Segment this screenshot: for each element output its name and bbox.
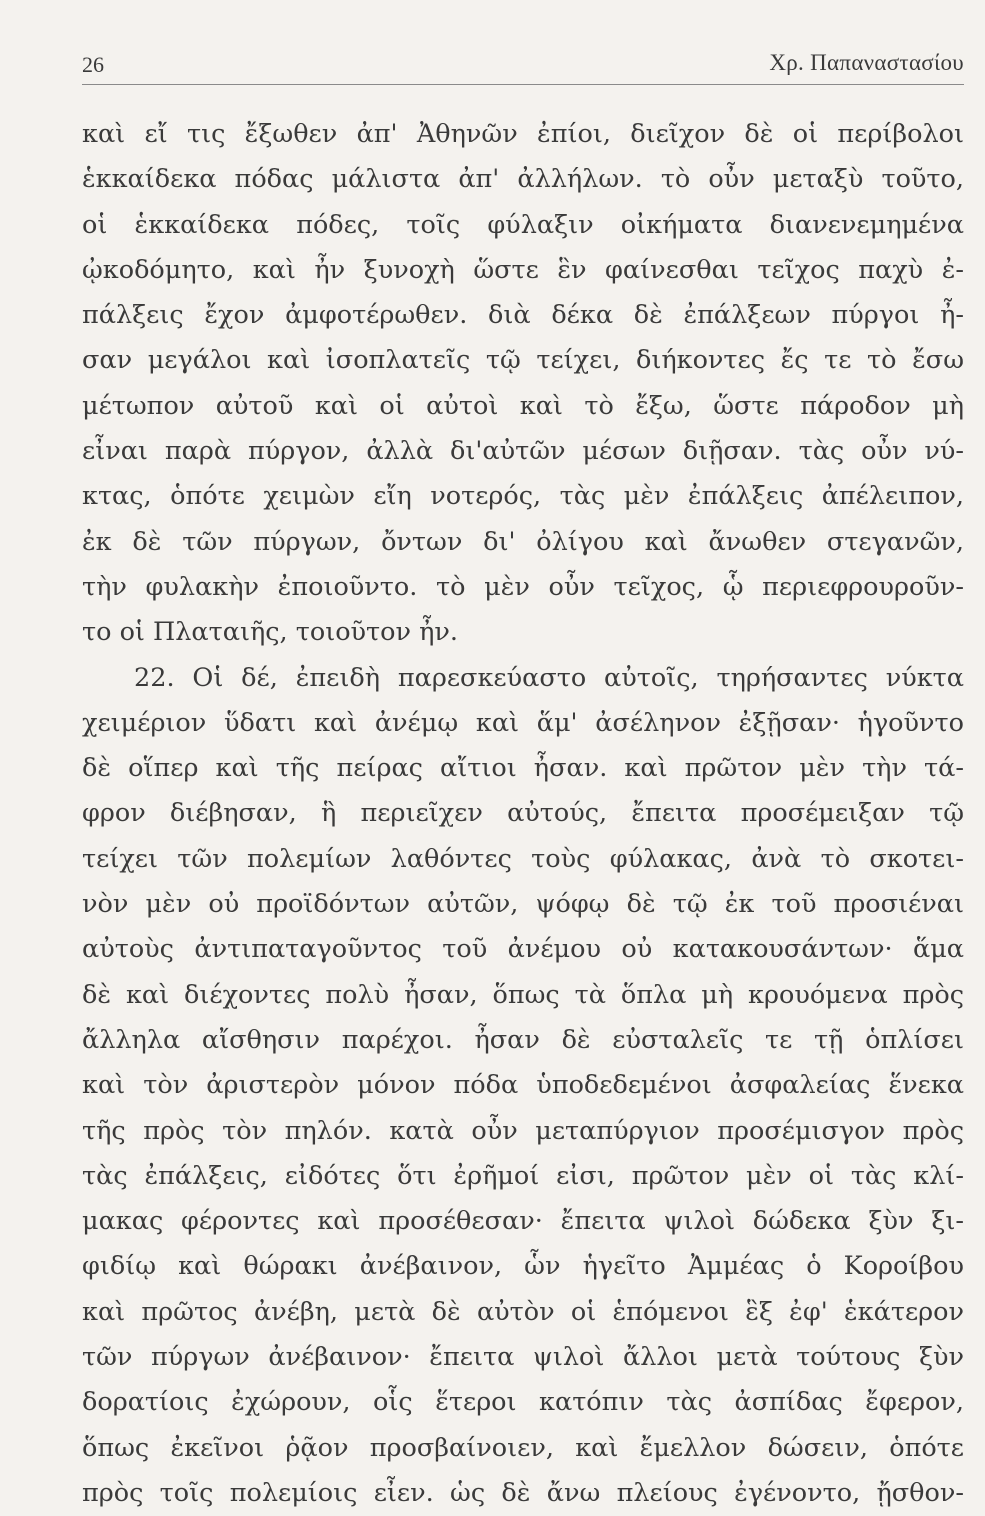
text-line: καὶ τὸν ἀριστερὸν μόνον πόδα ὑποδεδεμένοι ἀσφαλείας ἕνεκα xyxy=(82,1070,964,1101)
text-line: πάλξεις ἔχον ἀμφοτέρωθεν. διὰ δέκα δὲ ἐπάλξεων πύργοι ἦ- xyxy=(82,300,964,331)
text-line: μακας φέροντες καὶ προσέθεσαν· ἔπειτα ψιλοὶ δώδεκα ξὺν ξι- xyxy=(82,1206,964,1237)
page-header xyxy=(82,40,964,85)
body-text xyxy=(82,112,964,1516)
text-line: πρὸς τοῖς πολεμίοις εἶεν. ὡς δὲ ἄνω πλείους ἐγένοντο, ᾔσθον- xyxy=(82,1477,964,1508)
text-line: αὐτοὺς ἀντιπαταγοῦντος τοῦ ἀνέμου οὐ κατακουσάντων· ἅμα xyxy=(82,934,964,965)
text-line: τῆς πρὸς τὸν πηλόν. κατὰ οὖν μεταπύργιον προσέμισγον πρὸς xyxy=(82,1115,964,1146)
text-line: φιδίῳ καὶ θώρακι ἀνέβαινον, ὧν ἡγεῖτο Ἀμμέας ὁ Κοροίβου xyxy=(82,1251,964,1282)
text-line: το οἱ Πλαταιῆς, τοιοῦτον ἦν. xyxy=(82,617,459,648)
text-line: δορατίοις ἐχώρουν, οἷς ἕτεροι κατόπιν τὰς ἀσπίδας ἔφερον, xyxy=(82,1387,964,1418)
paragraph-start-line: 22. Οἱ δέ, ἐπειδὴ παρεσκεύαστο αὐτοῖς, τηρήσαντες νύκτα xyxy=(134,662,964,693)
text-line: ἑκκαίδεκα πόδας μάλιστα ἀπ' ἀλλήλων. τὸ οὖν μεταξὺ τοῦτο, xyxy=(82,164,964,195)
text-line: τὴν φυλακὴν ἐποιοῦντο. τὸ μὲν οὖν τεῖχος, ᾧ περιεφρουροῦν- xyxy=(82,571,964,602)
text-line: εἶναι παρὰ πύργον, ἀλλὰ δι'αὐτῶν μέσων διῇσαν. τὰς οὖν νύ- xyxy=(82,436,964,467)
text-line: ᾠκοδόμητο, καὶ ἦν ξυνοχὴ ὥστε ἓν φαίνεσθαι τεῖχος παχὺ ἐ- xyxy=(82,254,964,285)
text-line: φρον διέβησαν, ἣ περιεῖχεν αὐτούς, ἔπειτα προσέμειξαν τῷ xyxy=(82,798,964,829)
text-line: καὶ πρῶτος ἀνέβη, μετὰ δὲ αὐτὸν οἱ ἑπόμενοι ἓξ ἐφ' ἑκάτερον xyxy=(82,1296,964,1327)
text-line: νὸν μὲν οὐ προϊδόντων αὐτῶν, ψόφῳ δὲ τῷ ἐκ τοῦ προσιέναι xyxy=(82,889,964,920)
text-line: καὶ εἴ τις ἔξωθεν ἀπ' Ἀθηνῶν ἐπίοι, διεῖχον δὲ οἱ περίβολοι xyxy=(82,119,964,149)
text-line: δὲ καὶ διέχοντες πολὺ ἦσαν, ὅπως τὰ ὅπλα μὴ κρουόμενα πρὸς xyxy=(82,979,964,1010)
text-line: τῶν πύργων ἀνέβαινον· ἔπειτα ψιλοὶ ἄλλοι μετὰ τούτους ξὺν xyxy=(82,1342,964,1373)
text-line: δὲ οἵπερ καὶ τῆς πείρας αἴτιοι ἦσαν. καὶ πρῶτον μὲν τὴν τά- xyxy=(82,753,964,784)
text-line: χειμέριον ὕδατι καὶ ἀνέμῳ καὶ ἅμ' ἀσέληνον ἐξῇσαν· ἡγοῦντο xyxy=(82,707,964,738)
text-line: κτας, ὁπότε χειμὼν εἴη νοτερός, τὰς μὲν ἐπάλξεις ἀπέλειπον, xyxy=(82,481,964,512)
text-line: σαν μεγάλοι καὶ ἰσοπλατεῖς τῷ τείχει, διήκοντες ἔς τε τὸ ἔσω xyxy=(82,345,964,376)
text-line: τὰς ἐπάλξεις, εἰδότες ὅτι ἐρῆμοί εἰσι, πρῶτον μὲν οἱ τὰς κλί- xyxy=(82,1160,964,1191)
running-head: Χρ. Παπαναστασίου xyxy=(769,50,964,75)
text-line: οἱ ἑκκαίδεκα πόδες, τοῖς φύλαξιν οἰκήματα διανενεμημένα xyxy=(82,209,964,240)
text-line: ἄλληλα αἴσθησιν παρέχοι. ἦσαν δὲ εὐσταλεῖς τε τῇ ὁπλίσει xyxy=(82,1024,964,1055)
text-line: ὅπως ἐκεῖνοι ῥᾷον προσβαίνοιεν, καὶ ἔμελλον δώσειν, ὁπότε xyxy=(82,1432,964,1463)
page-number: 26 xyxy=(82,52,104,77)
text-line: τείχει τῶν πολεμίων λαθόντες τοὺς φύλακας, ἀνὰ τὸ σκοτει- xyxy=(82,843,964,874)
text-line: μέτωπον αὐτοῦ καὶ οἱ αὐτοὶ καὶ τὸ ἔξω, ὥστε πάροδον μὴ xyxy=(82,390,964,421)
text-line: ἐκ δὲ τῶν πύργων, ὄντων δι' ὀλίγου καὶ ἄνωθεν στεγανῶν, xyxy=(82,526,964,557)
